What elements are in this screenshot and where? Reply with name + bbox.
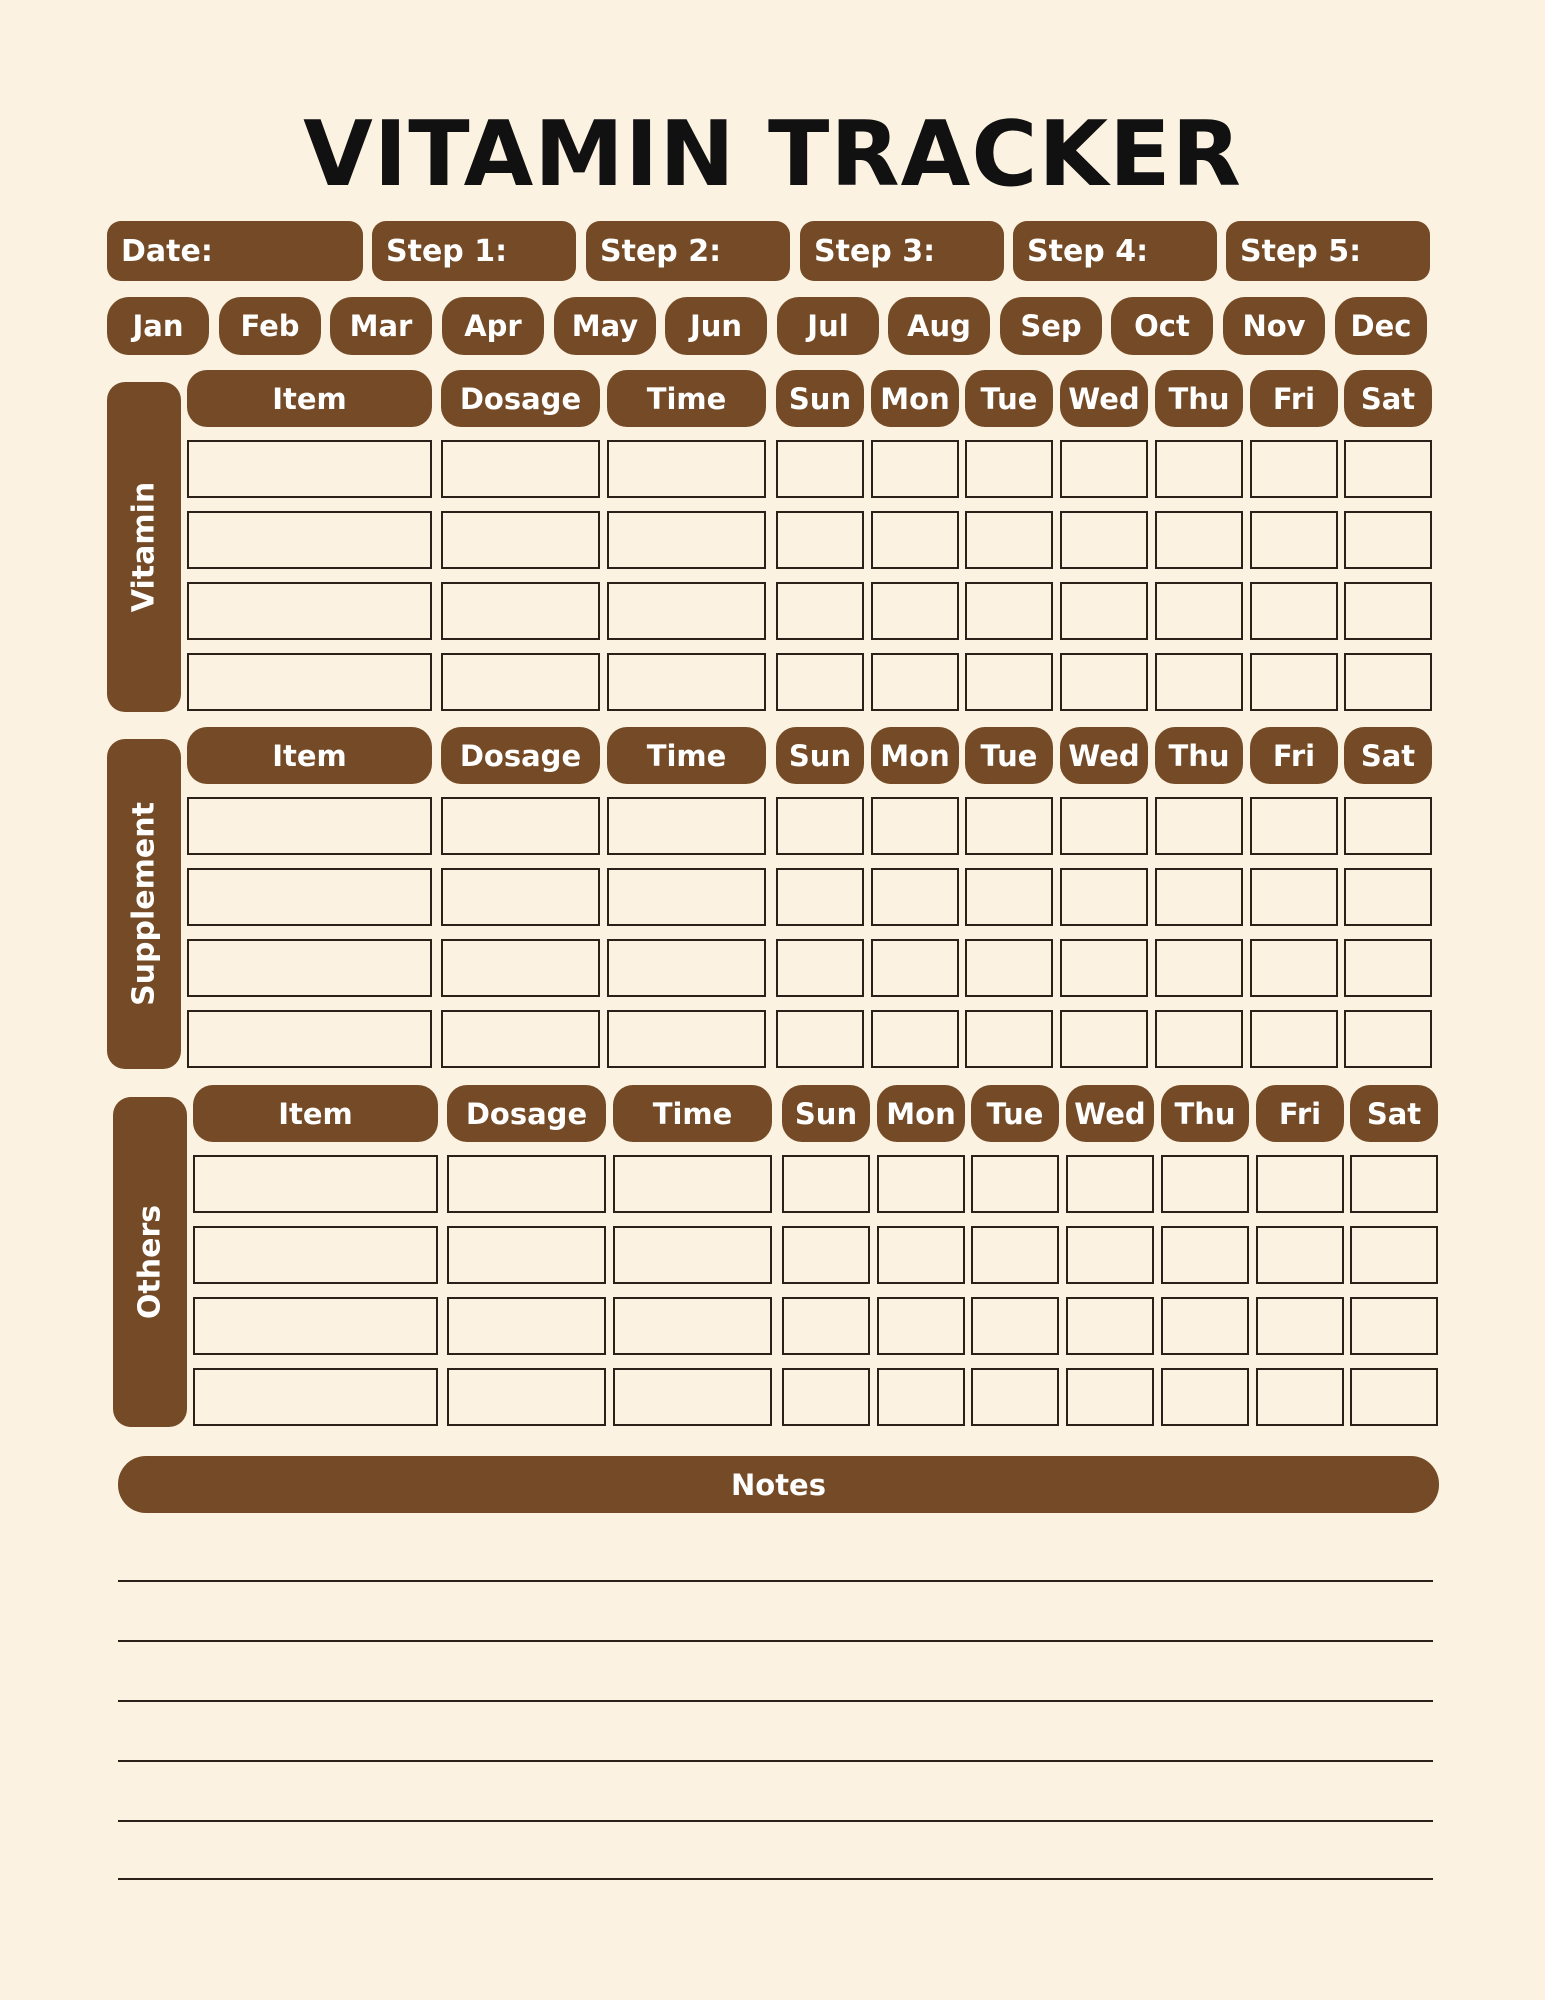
vitamin-row-4-wed-cell[interactable]: [1060, 653, 1148, 711]
column-header-thu: Thu: [1155, 727, 1243, 784]
vitamin-row-2-sun-cell[interactable]: [776, 511, 864, 569]
others-row-4-sun-cell[interactable]: [782, 1368, 870, 1426]
others-row-1-wed-cell[interactable]: [1066, 1155, 1154, 1213]
month-aug[interactable]: Aug: [888, 297, 990, 355]
vitamin-row-1-item-cell[interactable]: [187, 440, 432, 498]
vitamin-row-1-wed-cell[interactable]: [1060, 440, 1148, 498]
section-label-text: Others: [132, 1204, 168, 1320]
others-row-1-thu-cell[interactable]: [1161, 1155, 1249, 1213]
vitamin-row-3-mon-cell[interactable]: [871, 582, 959, 640]
column-header-mon: Mon: [871, 727, 959, 784]
month-mar[interactable]: Mar: [330, 297, 432, 355]
others-row-2-item-cell[interactable]: [193, 1226, 438, 1284]
others-row-3-fri-cell[interactable]: [1256, 1297, 1344, 1355]
vitamin-row-3-sat-cell[interactable]: [1344, 582, 1432, 640]
supplement-row-1-item-cell[interactable]: [187, 797, 432, 855]
others-row-1-sat-cell[interactable]: [1350, 1155, 1438, 1213]
month-dec[interactable]: Dec: [1335, 297, 1427, 355]
section-label-text: Supplement: [126, 802, 162, 1006]
column-header-wed: Wed: [1060, 370, 1148, 427]
others-row-1-fri-cell[interactable]: [1256, 1155, 1344, 1213]
field-step-4[interactable]: Step 4:: [1013, 221, 1217, 281]
month-may[interactable]: May: [554, 297, 656, 355]
supplement-row-1-dosage-cell[interactable]: [441, 797, 600, 855]
supplement-row-2-thu-cell[interactable]: [1155, 868, 1243, 926]
supplement-row-1-tue-cell[interactable]: [965, 797, 1053, 855]
vitamin-row-1-thu-cell[interactable]: [1155, 440, 1243, 498]
column-header-time: Time: [607, 727, 766, 784]
vitamin-row-4-time-cell[interactable]: [607, 653, 766, 711]
vitamin-row-2-wed-cell[interactable]: [1060, 511, 1148, 569]
column-header-sat: Sat: [1350, 1085, 1438, 1142]
supplement-row-2-time-cell[interactable]: [607, 868, 766, 926]
supplement-row-4-sun-cell[interactable]: [776, 1010, 864, 1068]
vitamin-row-3-wed-cell[interactable]: [1060, 582, 1148, 640]
vitamin-row-1-mon-cell[interactable]: [871, 440, 959, 498]
supplement-row-4-sat-cell[interactable]: [1344, 1010, 1432, 1068]
month-feb[interactable]: Feb: [219, 297, 321, 355]
supplement-row-1-wed-cell[interactable]: [1060, 797, 1148, 855]
month-jun[interactable]: Jun: [665, 297, 767, 355]
supplement-row-1-time-cell[interactable]: [607, 797, 766, 855]
vitamin-row-1-time-cell[interactable]: [607, 440, 766, 498]
vitamin-row-4-item-cell[interactable]: [187, 653, 432, 711]
month-apr[interactable]: Apr: [442, 297, 544, 355]
vitamin-row-4-mon-cell[interactable]: [871, 653, 959, 711]
vitamin-row-1-sun-cell[interactable]: [776, 440, 864, 498]
supplement-row-4-time-cell[interactable]: [607, 1010, 766, 1068]
others-row-2-mon-cell[interactable]: [877, 1226, 965, 1284]
note-line-5[interactable]: [118, 1820, 1433, 1822]
supplement-row-3-wed-cell[interactable]: [1060, 939, 1148, 997]
others-row-4-fri-cell[interactable]: [1256, 1368, 1344, 1426]
others-row-2-tue-cell[interactable]: [971, 1226, 1059, 1284]
vitamin-row-4-tue-cell[interactable]: [965, 653, 1053, 711]
note-line-4[interactable]: [118, 1760, 1433, 1762]
supplement-row-4-fri-cell[interactable]: [1250, 1010, 1338, 1068]
vitamin-row-2-item-cell[interactable]: [187, 511, 432, 569]
column-header-fri: Fri: [1250, 370, 1338, 427]
month-nov[interactable]: Nov: [1223, 297, 1325, 355]
vitamin-row-3-time-cell[interactable]: [607, 582, 766, 640]
section-label-vitamin: [107, 382, 181, 712]
column-header-mon: Mon: [877, 1085, 965, 1142]
supplement-row-1-fri-cell[interactable]: [1250, 797, 1338, 855]
vitamin-row-1-sat-cell[interactable]: [1344, 440, 1432, 498]
supplement-row-4-item-cell[interactable]: [187, 1010, 432, 1068]
others-row-1-item-cell[interactable]: [193, 1155, 438, 1213]
others-row-1-sun-cell[interactable]: [782, 1155, 870, 1213]
column-header-fri: Fri: [1250, 727, 1338, 784]
supplement-row-2-item-cell[interactable]: [187, 868, 432, 926]
others-row-2-sat-cell[interactable]: [1350, 1226, 1438, 1284]
vitamin-row-2-time-cell[interactable]: [607, 511, 766, 569]
column-header-time: Time: [607, 370, 766, 427]
month-jan[interactable]: Jan: [107, 297, 209, 355]
supplement-row-3-time-cell[interactable]: [607, 939, 766, 997]
notes-header: Notes: [118, 1456, 1439, 1513]
column-header-dosage: Dosage: [447, 1085, 606, 1142]
supplement-row-4-wed-cell[interactable]: [1060, 1010, 1148, 1068]
column-header-tue: Tue: [971, 1085, 1059, 1142]
column-header-item: Item: [193, 1085, 438, 1142]
supplement-row-2-sun-cell[interactable]: [776, 868, 864, 926]
supplement-row-4-tue-cell[interactable]: [965, 1010, 1053, 1068]
others-row-2-time-cell[interactable]: [613, 1226, 772, 1284]
others-row-1-mon-cell[interactable]: [877, 1155, 965, 1213]
section-label-supplement: [107, 739, 181, 1069]
field-step-3[interactable]: Step 3:: [800, 221, 1004, 281]
supplement-row-2-mon-cell[interactable]: [871, 868, 959, 926]
others-row-4-wed-cell[interactable]: [1066, 1368, 1154, 1426]
supplement-row-3-tue-cell[interactable]: [965, 939, 1053, 997]
column-header-sun: Sun: [782, 1085, 870, 1142]
vitamin-row-1-fri-cell[interactable]: [1250, 440, 1338, 498]
others-row-4-tue-cell[interactable]: [971, 1368, 1059, 1426]
supplement-row-3-mon-cell[interactable]: [871, 939, 959, 997]
column-header-dosage: Dosage: [441, 370, 600, 427]
month-sep[interactable]: Sep: [1000, 297, 1102, 355]
column-header-time: Time: [613, 1085, 772, 1142]
column-header-item: Item: [187, 370, 432, 427]
note-line-2[interactable]: [118, 1640, 1433, 1642]
field-step-5[interactable]: Step 5:: [1226, 221, 1430, 281]
vitamin-row-2-tue-cell[interactable]: [965, 511, 1053, 569]
column-header-sun: Sun: [776, 727, 864, 784]
supplement-row-2-tue-cell[interactable]: [965, 868, 1053, 926]
supplement-row-1-mon-cell[interactable]: [871, 797, 959, 855]
vitamin-row-2-mon-cell[interactable]: [871, 511, 959, 569]
vitamin-row-1-dosage-cell[interactable]: [441, 440, 600, 498]
supplement-row-1-sun-cell[interactable]: [776, 797, 864, 855]
supplement-row-1-sat-cell[interactable]: [1344, 797, 1432, 855]
column-header-tue: Tue: [965, 727, 1053, 784]
note-line-1[interactable]: [118, 1580, 1433, 1582]
vitamin-row-2-sat-cell[interactable]: [1344, 511, 1432, 569]
others-row-4-thu-cell[interactable]: [1161, 1368, 1249, 1426]
others-row-3-thu-cell[interactable]: [1161, 1297, 1249, 1355]
others-row-3-mon-cell[interactable]: [877, 1297, 965, 1355]
supplement-row-3-dosage-cell[interactable]: [441, 939, 600, 997]
vitamin-row-2-fri-cell[interactable]: [1250, 511, 1338, 569]
supplement-row-4-thu-cell[interactable]: [1155, 1010, 1243, 1068]
vitamin-row-4-sun-cell[interactable]: [776, 653, 864, 711]
column-header-thu: Thu: [1155, 370, 1243, 427]
supplement-row-4-mon-cell[interactable]: [871, 1010, 959, 1068]
others-row-3-tue-cell[interactable]: [971, 1297, 1059, 1355]
others-row-4-time-cell[interactable]: [613, 1368, 772, 1426]
vitamin-row-4-thu-cell[interactable]: [1155, 653, 1243, 711]
supplement-row-3-fri-cell[interactable]: [1250, 939, 1338, 997]
supplement-row-3-thu-cell[interactable]: [1155, 939, 1243, 997]
others-row-2-sun-cell[interactable]: [782, 1226, 870, 1284]
supplement-row-1-thu-cell[interactable]: [1155, 797, 1243, 855]
vitamin-row-3-sun-cell[interactable]: [776, 582, 864, 640]
others-row-4-item-cell[interactable]: [193, 1368, 438, 1426]
supplement-row-2-wed-cell[interactable]: [1060, 868, 1148, 926]
vitamin-row-3-dosage-cell[interactable]: [441, 582, 600, 640]
others-row-3-sun-cell[interactable]: [782, 1297, 870, 1355]
others-row-2-dosage-cell[interactable]: [447, 1226, 606, 1284]
others-row-1-dosage-cell[interactable]: [447, 1155, 606, 1213]
page-title: VITAMIN TRACKER: [303, 102, 1242, 207]
column-header-wed: Wed: [1066, 1085, 1154, 1142]
vitamin-row-2-thu-cell[interactable]: [1155, 511, 1243, 569]
supplement-row-2-fri-cell[interactable]: [1250, 868, 1338, 926]
supplement-row-2-sat-cell[interactable]: [1344, 868, 1432, 926]
others-row-2-wed-cell[interactable]: [1066, 1226, 1154, 1284]
column-header-tue: Tue: [965, 370, 1053, 427]
month-jul[interactable]: Jul: [777, 297, 879, 355]
column-header-mon: Mon: [871, 370, 959, 427]
section-label-text: Vitamin: [126, 481, 162, 613]
vitamin-row-1-tue-cell[interactable]: [965, 440, 1053, 498]
others-row-4-dosage-cell[interactable]: [447, 1368, 606, 1426]
supplement-row-3-sun-cell[interactable]: [776, 939, 864, 997]
field-date[interactable]: Date:: [107, 221, 363, 281]
others-row-1-tue-cell[interactable]: [971, 1155, 1059, 1213]
supplement-row-2-dosage-cell[interactable]: [441, 868, 600, 926]
field-step-1[interactable]: Step 1:: [372, 221, 576, 281]
others-row-1-time-cell[interactable]: [613, 1155, 772, 1213]
others-row-3-time-cell[interactable]: [613, 1297, 772, 1355]
supplement-row-4-dosage-cell[interactable]: [441, 1010, 600, 1068]
vitamin-row-4-fri-cell[interactable]: [1250, 653, 1338, 711]
month-oct[interactable]: Oct: [1111, 297, 1213, 355]
column-header-sun: Sun: [776, 370, 864, 427]
others-row-4-mon-cell[interactable]: [877, 1368, 965, 1426]
vitamin-row-4-dosage-cell[interactable]: [441, 653, 600, 711]
supplement-row-3-item-cell[interactable]: [187, 939, 432, 997]
others-row-3-wed-cell[interactable]: [1066, 1297, 1154, 1355]
supplement-row-3-sat-cell[interactable]: [1344, 939, 1432, 997]
vitamin-row-3-thu-cell[interactable]: [1155, 582, 1243, 640]
column-header-sat: Sat: [1344, 370, 1432, 427]
vitamin-row-4-sat-cell[interactable]: [1344, 653, 1432, 711]
note-line-6[interactable]: [118, 1878, 1433, 1880]
others-row-3-sat-cell[interactable]: [1350, 1297, 1438, 1355]
others-row-2-fri-cell[interactable]: [1256, 1226, 1344, 1284]
others-row-2-thu-cell[interactable]: [1161, 1226, 1249, 1284]
others-row-3-item-cell[interactable]: [193, 1297, 438, 1355]
vitamin-row-2-dosage-cell[interactable]: [441, 511, 600, 569]
field-step-2[interactable]: Step 2:: [586, 221, 790, 281]
column-header-wed: Wed: [1060, 727, 1148, 784]
vitamin-row-3-fri-cell[interactable]: [1250, 582, 1338, 640]
column-header-item: Item: [187, 727, 432, 784]
note-line-3[interactable]: [118, 1700, 1433, 1702]
column-header-fri: Fri: [1256, 1085, 1344, 1142]
column-header-dosage: Dosage: [441, 727, 600, 784]
others-row-3-dosage-cell[interactable]: [447, 1297, 606, 1355]
vitamin-row-3-tue-cell[interactable]: [965, 582, 1053, 640]
others-row-4-sat-cell[interactable]: [1350, 1368, 1438, 1426]
vitamin-row-3-item-cell[interactable]: [187, 582, 432, 640]
column-header-sat: Sat: [1344, 727, 1432, 784]
column-header-thu: Thu: [1161, 1085, 1249, 1142]
section-label-others: [113, 1097, 187, 1427]
